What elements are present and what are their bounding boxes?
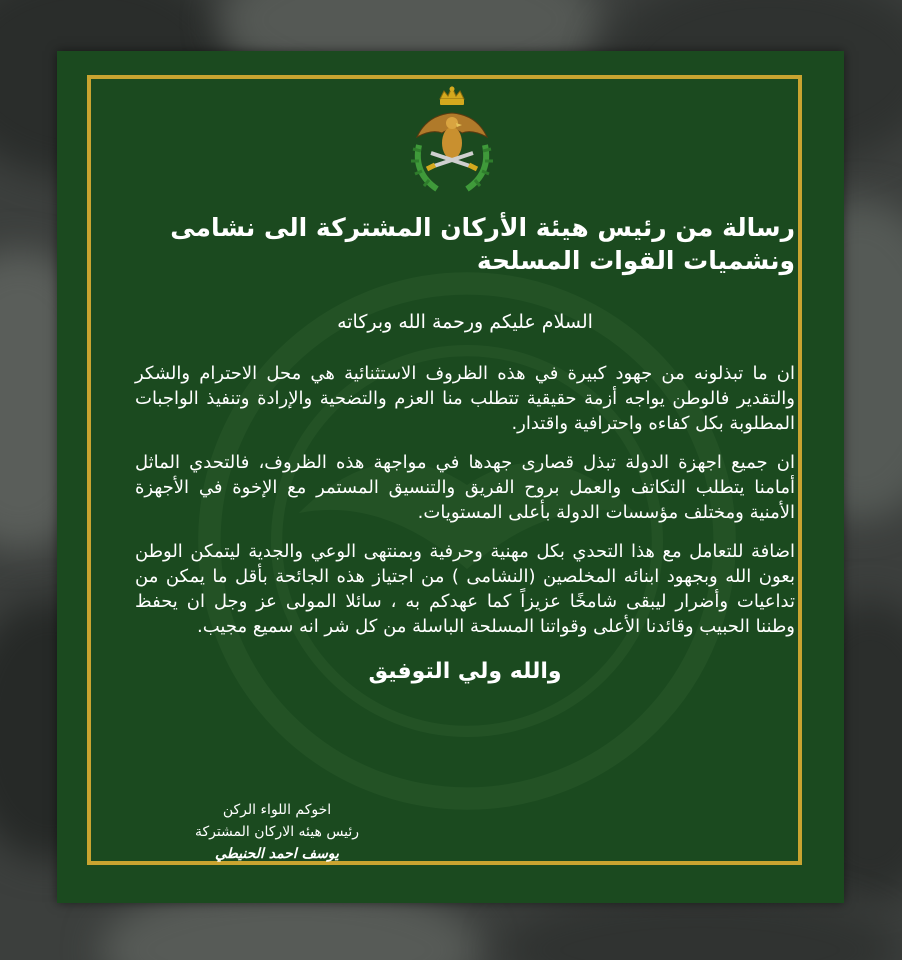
signature-rank: اخوكم اللواء الركن [222,802,332,818]
armed-forces-emblem-icon [407,85,497,197]
greeting: السلام عليكم ورحمة الله وبركاته [337,311,593,333]
title-line: ونشميات القوات المسلحة [476,246,795,275]
paragraph: ان ما تبذلونه من جهود كبيرة في هذه الظروف الاستثنائية هي محل الاحترام والشكر والتقدير فالوطن يواجه أزمة حقيقية تتطلب منا العزم والتضحية والإرادة وتنفيذ الواجبات المطلوبة بكل كفاءه واحترافية واقتدار. [135,363,795,434]
closing-line: والله ولي التوفيق [368,659,562,684]
paragraph: ان جميع اجهزة الدولة تبذل قصارى جهدها في مواجهة هذه الظروف، فالتحدي الماثل أمامنا يتطلب التكاتف والعمل بروح الفريق والتنسيق المستمر مع الإخوة في الأجهزة الأمنية ومختلف مؤسسات الدولة بأعلى المستويات. [135,452,795,523]
letter-content [135,211,795,684]
letter-title [135,211,795,277]
signature-position: رئيس هيئه الاركان المشتركة [194,824,360,840]
letter-panel [57,51,844,903]
paragraph: اضافة للتعامل مع هذا التحدي بكل مهنية وحرفية وبمنتهى الوعي والجدية ليتمكن الوطن بعون الله وبجهود ابنائه المخلصين (النشامى ) من اجتياز هذه الجائحة بأقل ما يمكن من تداعيات وأضرار ليبقى شامخًا عزيزاً كما عهدكم به ، سائلا المولى عز وجل ان يحفظ وطننا الحبيب وقائدنا الأعلى وقواتنا المسلحة الباسلة من كل شر انه سميع مجيب. [135,541,795,637]
title-line: رسالة من رئيس هيئة الأركان المشتركة الى نشامى [170,213,795,242]
signature-name: يوسف احمد الحنيطي [215,846,339,862]
signature-block [157,799,397,865]
